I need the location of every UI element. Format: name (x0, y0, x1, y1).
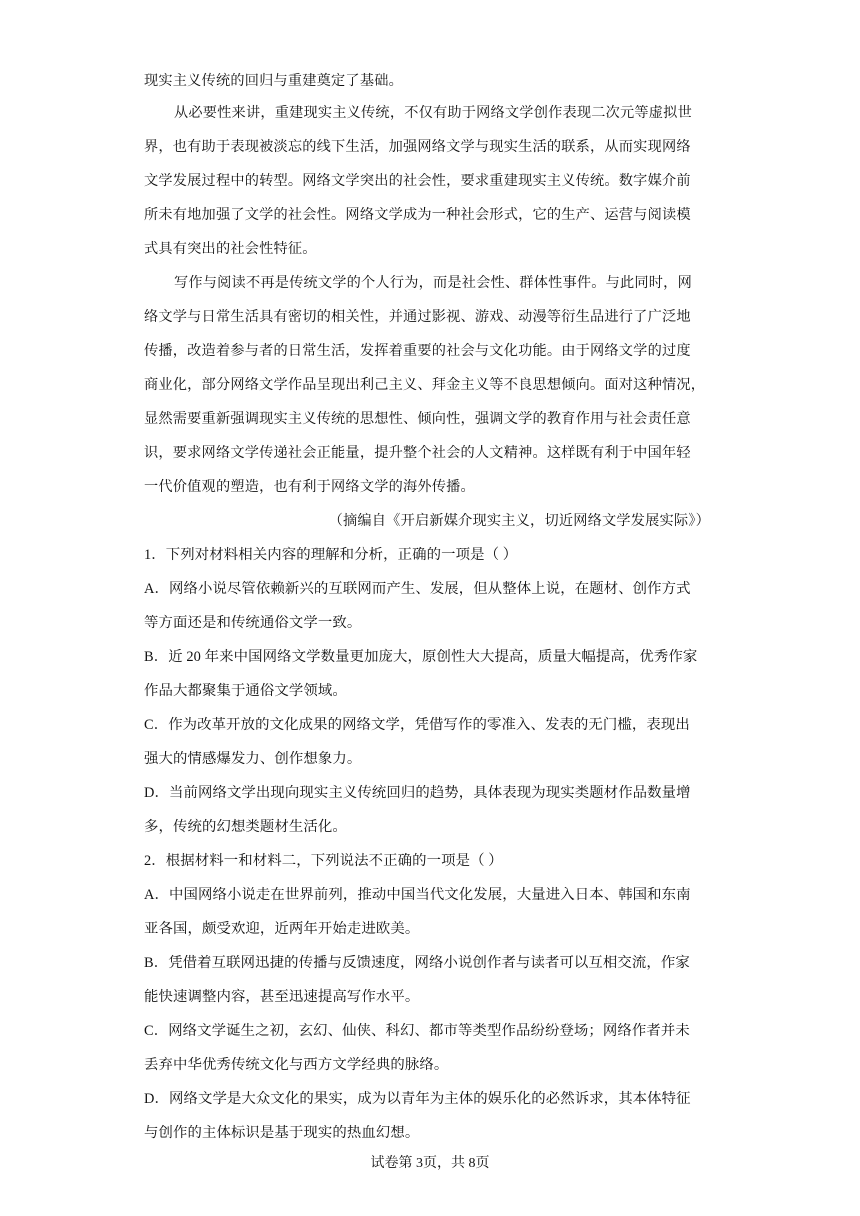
question-1 (144, 538, 716, 844)
passage-line: 文学发展过程中的转型。网络文学突出的社会性，要求重建现实主义传统。数字媒介前 (144, 173, 691, 189)
passage-line: 式具有突出的社会性特征。 (144, 241, 317, 257)
option-c[interactable]: C．作为改革开放的文化成果的网络文学，凭借写作的零准入、发表的无门槛，表现出 (144, 717, 690, 733)
question-2 (144, 844, 716, 1150)
option-c-cont: 丢弃中华优秀传统文化与西方文学经典的脉络。 (144, 1057, 449, 1073)
question-stem: 2．根据材料一和材料二，下列说法不正确的一项是（ ） (144, 853, 503, 869)
option-d-cont: 与创作的主体标识是基于现实的热血幻想。 (144, 1125, 420, 1141)
option-b[interactable]: B．近 20 年来中国网络文学数量更加庞大，原创性大大提高，质量大幅提高，优秀作家 (144, 649, 698, 665)
passage-line: 从必要性来讲，重建现实主义传统，不仅有助于网络文学创作表现二次元等虚拟世 (174, 105, 692, 121)
passage-line: 所未有地加强了文学的社会性。网络文学成为一种社会形式，它的生产、运营与阅读模 (144, 207, 691, 223)
passage-line: 识，要求网络文学传递社会正能量，提升整个社会的人文精神。这样既有利于中国年轻 (144, 445, 691, 461)
passage-line: 界，也有助于表现被淡忘的线下生活，加强网络文学与现实生活的联系，从而实现网络 (144, 139, 691, 155)
option-d-cont: 多，传统的幻想类题材生活化。 (144, 819, 347, 835)
page-footer: 试卷第 3页，共 8页 (370, 1156, 490, 1171)
option-c[interactable]: C．网络文学诞生之初，玄幻、仙侠、科幻、都市等类型作品纷纷登场；网络作者并未 (144, 1023, 690, 1039)
exam-page (144, 66, 716, 1150)
option-b-cont: 作品大都聚集于通俗文学领域。 (144, 683, 347, 699)
option-d[interactable]: D．网络文学是大众文化的果实，成为以青年为主体的娱乐化的必然诉求，其本体特征 (144, 1091, 691, 1107)
passage-line: 一代价值观的塑造，也有利于网络文学的海外传播。 (144, 479, 475, 495)
option-d[interactable]: D．当前网络文学出现向现实主义传统回归的趋势，具体表现为现实类题材作品数量增 (144, 785, 691, 801)
option-c-cont: 强大的情感爆发力、创作想象力。 (144, 751, 362, 767)
option-a-cont: 亚各国，颇受欢迎，近两年开始走进欧美。 (144, 921, 420, 937)
option-a-cont: 等方面还是和传统通俗文学一致。 (144, 615, 362, 631)
question-stem: 1．下列对材料相关内容的理解和分析，正确的一项是（ ） (144, 547, 518, 563)
option-a[interactable]: A．中国网络小说走在世界前列，推动中国当代文化发展，大量进入日本、韩国和东南 (144, 887, 691, 903)
passage-line: 络文学与日常生活具有密切的相关性，并通过影视、游戏、动漫等衍生品进行了广泛地 (144, 309, 691, 325)
passage-source: （摘编自《开启新媒介现实主义，切近网络文学发展实际》） (328, 513, 710, 529)
option-b-cont: 能快速调整内容，甚至迅速提高写作水平。 (144, 989, 420, 1005)
passage-line: 传播，改造着参与者的日常生活，发挥着重要的社会与文化功能。由于网络文学的过度 (144, 343, 691, 359)
passage-line: 显然需要重新强调现实主义传统的思想性、倾向性，强调文学的教育作用与社会责任意 (144, 411, 691, 427)
passage-line: 商业化，部分网络文学作品呈现出利己主义、拜金主义等不良思想倾向。面对这种情况， (144, 377, 706, 393)
option-a[interactable]: A．网络小说尽管依赖新兴的互联网而产生、发展，但从整体上说，在题材、创作方式 (144, 581, 691, 597)
passage-line: 写作与阅读不再是传统文学的个人行为，而是社会性、群体性事件。与此同时，网 (174, 275, 692, 291)
reading-passage (144, 66, 716, 538)
option-b[interactable]: B．凭借着互联网迅捷的传播与反馈速度，网络小说创作者与读者可以互相交流，作家 (144, 955, 690, 971)
passage-line: 现实主义传统的回归与重建奠定了基础。 (144, 73, 403, 89)
